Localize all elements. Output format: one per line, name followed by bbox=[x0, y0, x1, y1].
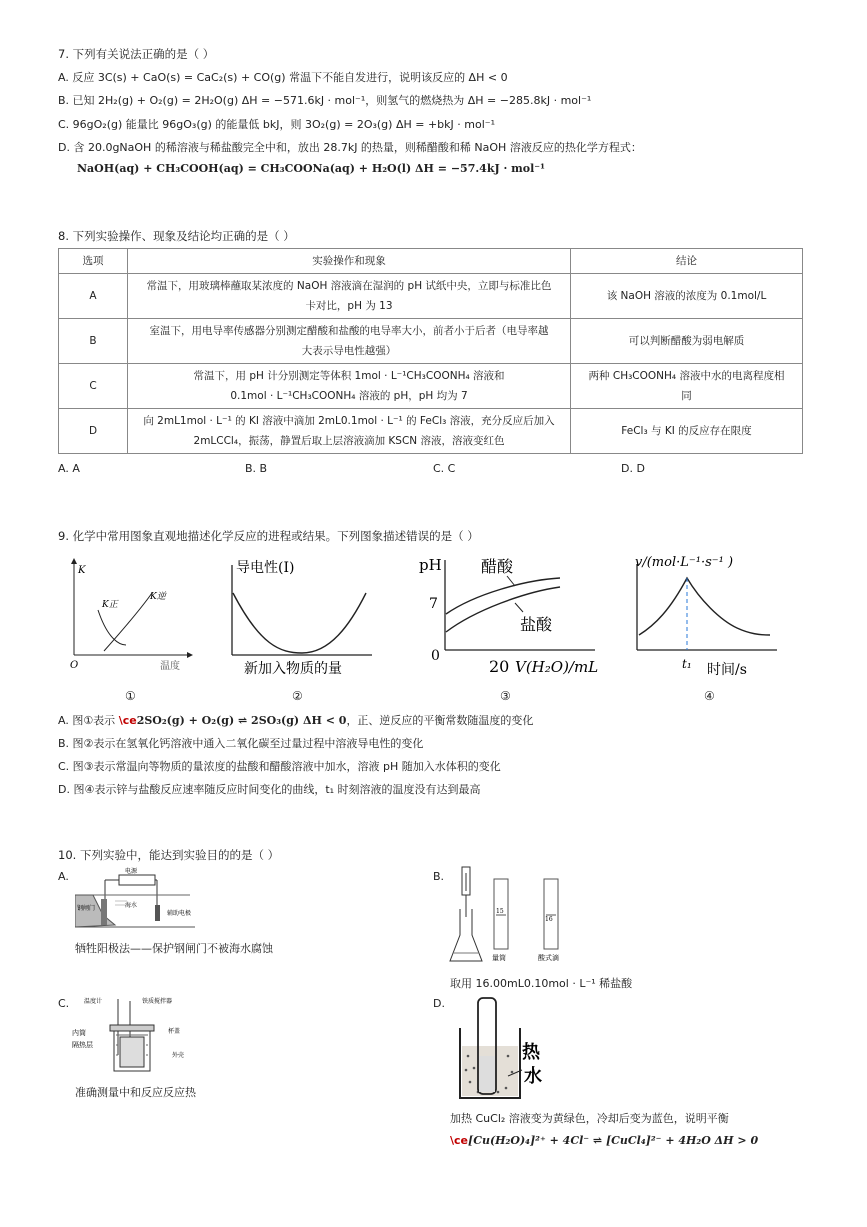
hot-label: 热 bbox=[522, 1042, 540, 1063]
q8-choice-d: D. D bbox=[621, 462, 645, 475]
gate-label: 钢闸门 bbox=[77, 905, 96, 912]
row-conclusion: 两种 CH₃COONH₄ 溶液中水的电离程度相 同 bbox=[571, 364, 803, 409]
table-header-row bbox=[59, 249, 803, 274]
q7-option-a: A. 反应 3C(s) + CaO(s) = CaC₂(s) + CO(g) 常温下不能自发进行，说明该反应的 ΔH < 0 bbox=[58, 71, 508, 84]
graph-3-y-label: pH bbox=[419, 556, 442, 574]
q10-b-label: B. bbox=[433, 870, 445, 883]
table-row bbox=[59, 319, 803, 364]
q9-option-a: A. 图①表示 \ce2SO₂(g) + O₂(g) ⇌ 2SO₃(g) ΔH < 0，正、逆反应的平衡常数随温度的变化 bbox=[58, 714, 534, 727]
graph-3-hcl-label: 盐酸 bbox=[520, 615, 553, 634]
aux-electrode-label: 辅助电极 bbox=[167, 910, 192, 917]
q10-d-caption-2: \ce[Cu(H₂O)₄]²⁺ + 4Cl⁻ ⇌ [CuCl₄]²⁻ + 4H₂O ΔH > 0 bbox=[450, 1134, 759, 1147]
q7-option-b: B. 已知 2H₂(g) + O₂(g) = 2H₂O(g) ΔH = −571.6kJ · mol⁻¹，则氢气的燃烧热为 ΔH = −285.8kJ · mol⁻¹ bbox=[58, 94, 592, 107]
row-operation: 常温下，用 pH 计分别测定等体积 1mol · L⁻¹CH₃COONH₄ 溶液和 0.1mol · L⁻¹CH₃COONH₄ 溶液的 pH，pH 均为 7 bbox=[128, 364, 571, 409]
graph-1-x-label: 温度 bbox=[160, 661, 180, 672]
graph-2-conductivity bbox=[220, 555, 380, 680]
lid-label: 杯盖 bbox=[168, 1028, 181, 1035]
header-option: 选项 bbox=[59, 249, 128, 274]
row-operation: 向 2mL1mol · L⁻¹ 的 KI 溶液中滴加 2mL0.1mol · L⁻¹ 的 FeCl₃ 溶液，充分反应后加入 2mLCCl₄，振荡，静置后取上层溶液滴加 KSCN 溶液，溶液变红色 bbox=[128, 409, 571, 454]
row-operation: 常温下，用玻璃棒蘸取某浓度的 NaOH 溶液滴在湿润的 pH 试纸中央，立即与标准比色 卡对比，pH 为 13 bbox=[128, 274, 571, 319]
graph-3-acetic-label: 醋酸 bbox=[481, 557, 514, 576]
graph-4-t1: t₁ bbox=[682, 657, 692, 671]
outer-shell-label: 外壳 bbox=[172, 1052, 185, 1059]
q10-b-figure bbox=[448, 865, 578, 970]
row-conclusion: FeCl₃ 与 KI 的反应存在限度 bbox=[571, 409, 803, 454]
table-row bbox=[59, 364, 803, 409]
q10-d-label: D. bbox=[433, 997, 445, 1010]
q8-table bbox=[58, 248, 803, 454]
table-row bbox=[59, 409, 803, 454]
graph-4-y-label: v/(mol·L⁻¹·s⁻¹ ) bbox=[635, 555, 734, 570]
graph-1-equilibrium-constant bbox=[60, 555, 200, 675]
sea-label: 海水 bbox=[125, 902, 138, 909]
row-option: D bbox=[59, 409, 128, 454]
insulation-label: 隔热层 bbox=[72, 1041, 93, 1049]
q10-d-figure bbox=[448, 996, 558, 1102]
row-operation: 室温下，用电导率传感器分别测定醋酸和盐酸的电导率大小，前者小于后者（电导率越 大表示导电性越强） bbox=[128, 319, 571, 364]
q9-option-b: B. 图②表示在氢氧化钙溶液中通入二氧化碳至过量过程中溶液导电性的变化 bbox=[58, 737, 424, 750]
stirrer-label: 铁质搅拌器 bbox=[142, 998, 173, 1005]
q10-d-caption-1: 加热 CuCl₂ 溶液变为黄绿色，冷却后变为蓝色，说明平衡 bbox=[450, 1112, 729, 1125]
q8-choice-a: A. A bbox=[58, 462, 80, 475]
q8-choice-c: C. C bbox=[433, 462, 456, 475]
graph-3-tick-7: 7 bbox=[429, 596, 438, 612]
water-label: 水 bbox=[524, 1066, 542, 1087]
row-option: C bbox=[59, 364, 128, 409]
tick-16: 16 bbox=[545, 916, 553, 923]
q7-option-d: D. 含 20.0gNaOH 的稀溶液与稀盐酸完全中和，放出 28.7kJ 的热量，则稀醋酸和稀 NaOH 溶液反应的热化学方程式： bbox=[58, 141, 642, 154]
graph-1-number: ① bbox=[125, 689, 136, 703]
q10-a-caption: 牺牲阳极法——保护钢闸门不被海水腐蚀 bbox=[75, 942, 273, 955]
graph-3-tick-0: 0 bbox=[431, 648, 440, 664]
q9-stem: 9. 化学中常用图象直观地描述化学反应的进程或结果。下列图象描述错误的是（ ） bbox=[58, 529, 479, 543]
graph-3-ph-dilution bbox=[415, 550, 605, 680]
thermometer-label: 温度计 bbox=[84, 998, 103, 1005]
q8-choice-b: B. B bbox=[245, 462, 268, 475]
row-option: B bbox=[59, 319, 128, 364]
q9-option-d: D. 图④表示锌与盐酸反应速率随反应时间变化的曲线，t₁ 时刻溶液的温度没有达到最高 bbox=[58, 783, 481, 796]
q7-option-d-equation: NaOH(aq) + CH₃COOH(aq) = CH₃COONa(aq) + H₂O(l) ΔH = −57.4kJ · mol⁻¹ bbox=[77, 162, 545, 175]
graph-4-x-label: 时间/s bbox=[707, 662, 747, 678]
q10-a-label: A. bbox=[58, 870, 69, 883]
q10-c-figure bbox=[72, 995, 212, 1080]
row-conclusion: 可以判断醋酸为弱电解质 bbox=[571, 319, 803, 364]
graph-1-origin: O bbox=[70, 660, 79, 671]
inner-cup-label: 内筒 bbox=[72, 1029, 86, 1037]
graph-2-number: ② bbox=[292, 689, 303, 703]
graph-2-x-label: 新加入物质的量 bbox=[244, 661, 342, 677]
table-row bbox=[59, 274, 803, 319]
graph-1-k-forward: K正 bbox=[102, 600, 118, 610]
row-conclusion: 该 NaOH 溶液的浓度为 0.1mol/L bbox=[571, 274, 803, 319]
graph-1-k-reverse: K逆 bbox=[150, 592, 166, 602]
q7-stem: 7. 下列有关说法正确的是（ ） bbox=[58, 47, 215, 61]
q10-c-label: C. bbox=[58, 997, 70, 1010]
q10-b-caption: 取用 16.00mL0.10mol · L⁻¹ 稀盐酸 bbox=[450, 977, 633, 990]
q9-option-c: C. 图③表示常温向等物质的量浓度的盐酸和醋酸溶液中加水，溶液 pH 随加入水体积的变化 bbox=[58, 760, 501, 773]
burette-label: 酸式滴 bbox=[538, 954, 559, 962]
graph-4-reaction-rate bbox=[625, 550, 785, 682]
header-operation: 实验操作和现象 bbox=[128, 249, 571, 274]
graph-3-number: ③ bbox=[500, 689, 511, 703]
graph-4-number: ④ bbox=[704, 689, 715, 703]
graph-1-y-label: K bbox=[78, 565, 86, 576]
cylinder-label: 量筒 bbox=[492, 954, 506, 962]
graph-3-tick-20: 20 bbox=[489, 657, 510, 676]
q10-a-figure bbox=[75, 865, 225, 935]
row-option: A bbox=[59, 274, 128, 319]
q10-stem: 10. 下列实验中，能达到实验目的的是（ ） bbox=[58, 848, 280, 862]
tick-15: 15 bbox=[496, 908, 504, 915]
power-label: 电源 bbox=[125, 868, 138, 875]
header-conclusion: 结论 bbox=[571, 249, 803, 274]
q8-stem: 8. 下列实验操作、现象及结论均正确的是（ ） bbox=[58, 229, 295, 243]
q10-c-caption: 准确测量中和反应反应热 bbox=[75, 1086, 196, 1099]
graph-3-x-label: V(H₂O)/mL bbox=[515, 658, 599, 676]
q7-option-c: C. 96gO₂(g) 能量比 96gO₃(g) 的能量低 bkJ，则 3O₂(g) = 2O₃(g) ΔH = +bkJ · mol⁻¹ bbox=[58, 118, 495, 131]
graph-2-y-label: 导电性(I) bbox=[236, 560, 295, 576]
